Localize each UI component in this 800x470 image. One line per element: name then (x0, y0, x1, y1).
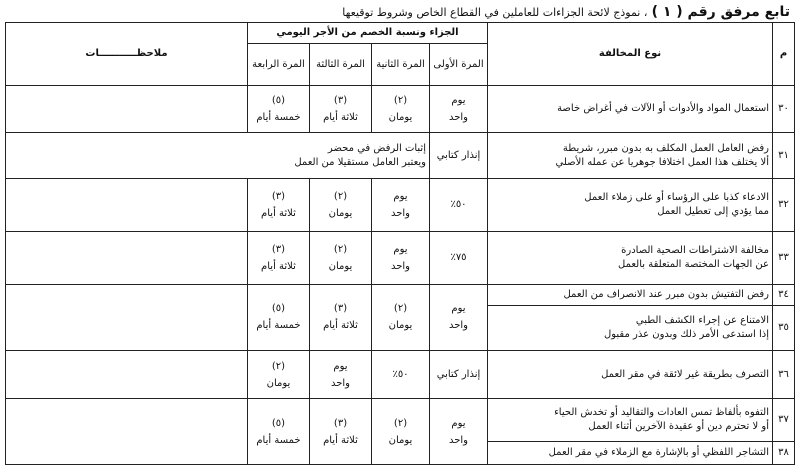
notes-cell (6, 350, 248, 399)
penalty-third: (٣) ثلاثة أيام (310, 399, 372, 465)
row-number: ٣٥ (773, 306, 795, 350)
penalties-table (5, 22, 795, 465)
violation-text: مخالفة الاشتراطات الصحية الصادرة عن الجهات المختصة المتعلقة بالعمل (488, 232, 773, 285)
violation-text: الادعاء كذبا على الرؤساء أو على زملاء العمل مما يؤدي إلى تعطيل العمل (488, 179, 773, 232)
penalty-fourth: (٣) ثلاثة أيام (247, 179, 309, 232)
penalty-third: يوم واحد (310, 350, 372, 399)
notes-cell (6, 86, 248, 133)
penalty-first: إنذار كتابي (430, 132, 488, 179)
penalty-fourth: (٥) خمسة أيام (247, 285, 309, 351)
penalty-first: يوم واحد (430, 86, 488, 133)
penalty-second: (٢) يومان (372, 285, 430, 351)
penalty-third: (٢) يومان (310, 179, 372, 232)
header-violation: نوع المخالفة (488, 23, 773, 86)
penalty-first: ٥٠٪ (430, 179, 488, 232)
header-first: المرة الأولى (430, 44, 488, 86)
violation-text: التشاجر اللفظي أو بالإشارة مع الزملاء في مقر العمل (488, 441, 773, 464)
header-second: المرة الثانية (372, 44, 430, 86)
violation-text: الامتناع عن إجراء الكشف الطبي إذا استدعى الأمر ذلك وبدون عذر مقبول (488, 306, 773, 350)
title-main: تابع مرفق رقم ( ١ ) (651, 4, 790, 20)
row-number: ٣٨ (773, 441, 795, 464)
penalty-second: يوم واحد (372, 232, 430, 285)
penalty-fourth: (٣) ثلاثة أيام (247, 232, 309, 285)
header-num: م (773, 23, 795, 86)
row-number: ٣٧ (773, 399, 795, 441)
row-number: ٣٢ (773, 179, 795, 232)
penalty-first: إنذار كتابي (430, 350, 488, 399)
penalty-third: (٣) ثلاثة أيام (310, 285, 372, 351)
penalty-fourth: (٥) خمسة أيام (247, 399, 309, 465)
table-row (6, 232, 795, 285)
violation-text: رفض التفتيش بدون مبرر عند الانصراف من العمل (488, 285, 773, 306)
penalty-fourth: (٥) خمسة أيام (247, 86, 309, 133)
penalty-second: (٢) يومان (372, 86, 430, 133)
table-row (6, 350, 795, 399)
row-number: ٣٠ (773, 86, 795, 133)
violation-text: التصرف بطريقة غير لائقة في مقر العمل (488, 350, 773, 399)
penalty-fourth: (٢) يومان (247, 350, 309, 399)
penalty-first: يوم واحد (430, 399, 488, 465)
header-row-1 (6, 23, 795, 44)
penalty-second: (٢) يومان (372, 399, 430, 465)
penalty-first: ٧٥٪ (430, 232, 488, 285)
title-subtitle: ، نموذج لائحة الجزاءات للعاملين في القطاع الخاص وشروط توقيعها (342, 6, 648, 19)
header-fourth: المرة الرابعة (247, 44, 309, 86)
penalty-third: (٣) ثلاثة أيام (310, 86, 372, 133)
table-row (6, 179, 795, 232)
notes-cell (6, 285, 248, 351)
violation-text: التفوه بألفاظ تمس العادات والتقاليد أو تخدش الحياء أو لا تحترم دين أو عقيدة الآخرين أثناء العمل (488, 399, 773, 441)
penalty-third: (٢) يومان (310, 232, 372, 285)
notes-cell (6, 232, 248, 285)
penalty-second: يوم واحد (372, 179, 430, 232)
table-row (6, 86, 795, 133)
table-row (6, 285, 795, 306)
header-penalty-group: الجزاء ونسبة الخصم من الأجر اليومي (247, 23, 487, 44)
table-row (6, 399, 795, 441)
penalty-merged-note: إثبات الرفض في محضر ويعتبر العامل مستقيلا من العمل (6, 132, 430, 179)
penalty-first: يوم واحد (430, 285, 488, 351)
header-third: المرة الثالثة (310, 44, 372, 86)
document-title (10, 3, 790, 22)
row-number: ٣٦ (773, 350, 795, 399)
violation-text: رفض العامل العمل المكلف به بدون مبرر، شريطة ألا يختلف هذا العمل اختلافا جوهريا عن عمله الأصلي (488, 132, 773, 179)
row-number: ٣٣ (773, 232, 795, 285)
notes-cell (6, 179, 248, 232)
row-number: ٣١ (773, 132, 795, 179)
notes-cell (6, 399, 248, 465)
penalty-second: ٥٠٪ (372, 350, 430, 399)
violation-text: استعمال المواد والأدوات أو الآلات في أغراض خاصة (488, 86, 773, 133)
header-notes: ملاحظـــــــــــات (6, 23, 248, 86)
row-number: ٣٤ (773, 285, 795, 306)
table-row (6, 132, 795, 179)
